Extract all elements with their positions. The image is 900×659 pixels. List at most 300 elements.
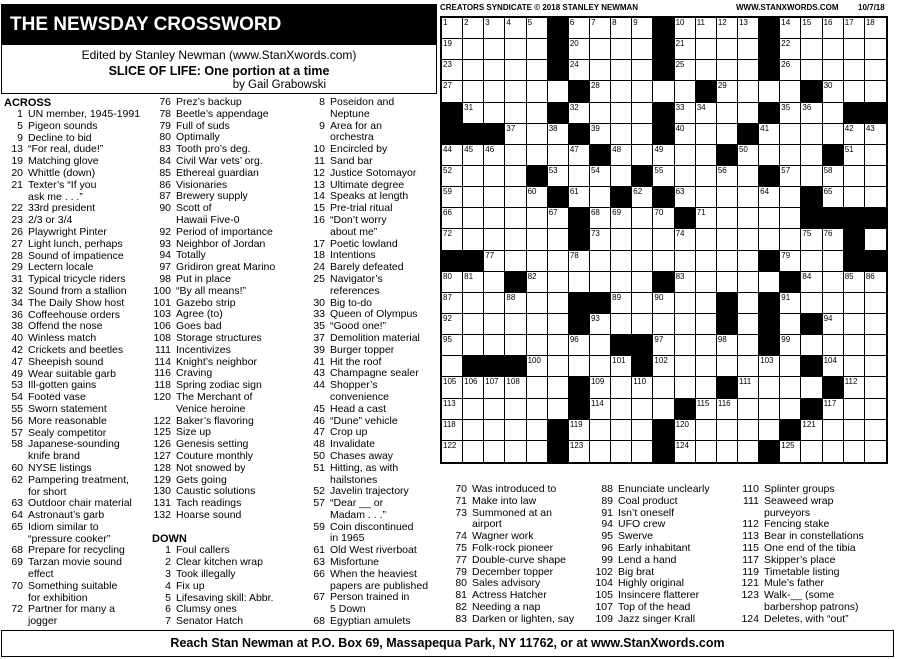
grid-square[interactable]	[463, 335, 484, 356]
grid-square[interactable]	[865, 420, 886, 441]
grid-square[interactable]	[823, 272, 844, 293]
grid-square[interactable]	[484, 251, 505, 272]
grid-square[interactable]	[696, 145, 717, 166]
grid-square[interactable]	[505, 314, 526, 335]
grid-square[interactable]	[569, 420, 590, 441]
grid-square[interactable]	[527, 60, 548, 81]
grid-square[interactable]	[463, 81, 484, 102]
grid-square[interactable]	[865, 441, 886, 462]
grid-square[interactable]	[548, 356, 569, 377]
grid-square[interactable]	[823, 124, 844, 145]
grid-square[interactable]	[738, 356, 759, 377]
grid-square[interactable]	[801, 39, 822, 60]
grid-square[interactable]	[653, 166, 674, 187]
grid-square[interactable]	[527, 39, 548, 60]
grid-square[interactable]	[844, 399, 865, 420]
grid-square[interactable]	[738, 229, 759, 250]
grid-square[interactable]	[442, 293, 463, 314]
grid-square[interactable]	[717, 208, 738, 229]
grid-square[interactable]	[844, 272, 865, 293]
grid-square[interactable]	[632, 399, 653, 420]
grid-square[interactable]	[484, 335, 505, 356]
grid-square[interactable]	[865, 229, 886, 250]
grid-square[interactable]	[675, 335, 696, 356]
grid-square[interactable]	[463, 208, 484, 229]
grid-square[interactable]	[675, 166, 696, 187]
grid-square[interactable]	[527, 399, 548, 420]
grid-square[interactable]	[442, 145, 463, 166]
grid-square[interactable]	[611, 399, 632, 420]
grid-square[interactable]	[865, 356, 886, 377]
grid-square[interactable]	[505, 251, 526, 272]
grid-square[interactable]	[780, 335, 801, 356]
grid-square[interactable]	[844, 60, 865, 81]
grid-square[interactable]	[653, 145, 674, 166]
grid-square[interactable]	[611, 420, 632, 441]
grid-square[interactable]	[738, 399, 759, 420]
grid-square[interactable]	[780, 124, 801, 145]
grid-square[interactable]	[442, 356, 463, 377]
grid-square[interactable]	[759, 145, 780, 166]
grid-square[interactable]	[505, 39, 526, 60]
grid-square[interactable]	[780, 356, 801, 377]
grid-square[interactable]	[484, 229, 505, 250]
grid-square[interactable]	[569, 103, 590, 124]
grid-square[interactable]	[569, 335, 590, 356]
grid-square[interactable]	[653, 81, 674, 102]
grid-square[interactable]	[527, 420, 548, 441]
grid-square[interactable]	[844, 293, 865, 314]
grid-square[interactable]	[696, 356, 717, 377]
grid-square[interactable]	[463, 229, 484, 250]
grid-square[interactable]	[611, 145, 632, 166]
grid-square[interactable]	[759, 124, 780, 145]
grid-square[interactable]	[484, 420, 505, 441]
grid-square[interactable]	[696, 272, 717, 293]
grid-square[interactable]	[738, 251, 759, 272]
grid-square[interactable]	[463, 18, 484, 39]
grid-square[interactable]	[823, 293, 844, 314]
grid-square[interactable]	[844, 166, 865, 187]
grid-square[interactable]	[717, 60, 738, 81]
grid-square[interactable]	[696, 18, 717, 39]
grid-square[interactable]	[527, 356, 548, 377]
grid-square[interactable]	[696, 377, 717, 398]
grid-square[interactable]	[590, 60, 611, 81]
grid-square[interactable]	[653, 335, 674, 356]
grid-square[interactable]	[675, 356, 696, 377]
grid-square[interactable]	[463, 441, 484, 462]
grid-square[interactable]	[505, 145, 526, 166]
grid-square[interactable]	[505, 187, 526, 208]
grid-square[interactable]	[865, 60, 886, 81]
grid-square[interactable]	[527, 377, 548, 398]
grid-square[interactable]	[484, 314, 505, 335]
grid-square[interactable]	[865, 377, 886, 398]
grid-square[interactable]	[590, 124, 611, 145]
grid-square[interactable]	[717, 229, 738, 250]
grid-square[interactable]	[653, 251, 674, 272]
grid-square[interactable]	[675, 377, 696, 398]
grid-square[interactable]	[780, 229, 801, 250]
grid-square[interactable]	[865, 314, 886, 335]
grid-square[interactable]	[675, 124, 696, 145]
grid-square[interactable]	[801, 229, 822, 250]
grid-square[interactable]	[632, 251, 653, 272]
grid-square[interactable]	[442, 314, 463, 335]
grid-square[interactable]	[548, 399, 569, 420]
grid-square[interactable]	[738, 314, 759, 335]
grid-square[interactable]	[696, 251, 717, 272]
grid-square[interactable]	[675, 18, 696, 39]
grid-square[interactable]	[780, 187, 801, 208]
grid-square[interactable]	[463, 39, 484, 60]
grid-square[interactable]	[844, 314, 865, 335]
grid-square[interactable]	[548, 335, 569, 356]
grid-square[interactable]	[801, 377, 822, 398]
grid-square[interactable]	[632, 103, 653, 124]
grid-square[interactable]	[548, 145, 569, 166]
grid-square[interactable]	[675, 145, 696, 166]
grid-square[interactable]	[675, 187, 696, 208]
grid-square[interactable]	[738, 60, 759, 81]
grid-square[interactable]	[801, 124, 822, 145]
grid-square[interactable]	[696, 208, 717, 229]
grid-square[interactable]	[527, 124, 548, 145]
grid-square[interactable]	[717, 399, 738, 420]
grid-square[interactable]	[801, 60, 822, 81]
grid-square[interactable]	[696, 420, 717, 441]
grid-square[interactable]	[780, 145, 801, 166]
grid-square[interactable]	[632, 314, 653, 335]
grid-square[interactable]	[611, 60, 632, 81]
grid-square[interactable]	[442, 335, 463, 356]
grid-square[interactable]	[569, 60, 590, 81]
grid-square[interactable]	[611, 229, 632, 250]
grid-square[interactable]	[717, 124, 738, 145]
grid-square[interactable]	[611, 18, 632, 39]
grid-square[interactable]	[738, 39, 759, 60]
grid-square[interactable]	[780, 208, 801, 229]
grid-square[interactable]	[844, 124, 865, 145]
grid-square[interactable]	[484, 208, 505, 229]
grid-square[interactable]	[801, 335, 822, 356]
grid-square[interactable]	[442, 377, 463, 398]
grid-square[interactable]	[611, 166, 632, 187]
grid-square[interactable]	[442, 18, 463, 39]
grid-square[interactable]	[823, 356, 844, 377]
grid-square[interactable]	[738, 441, 759, 462]
grid-square[interactable]	[632, 124, 653, 145]
grid-square[interactable]	[548, 208, 569, 229]
grid-square[interactable]	[632, 18, 653, 39]
grid-square[interactable]	[505, 335, 526, 356]
grid-square[interactable]	[653, 229, 674, 250]
grid-square[interactable]	[569, 356, 590, 377]
grid-square[interactable]	[463, 293, 484, 314]
grid-square[interactable]	[823, 39, 844, 60]
grid-square[interactable]	[759, 229, 780, 250]
grid-square[interactable]	[865, 335, 886, 356]
grid-square[interactable]	[738, 166, 759, 187]
grid-square[interactable]	[759, 377, 780, 398]
grid-square[interactable]	[548, 377, 569, 398]
crossword-grid[interactable]	[440, 16, 888, 464]
grid-square[interactable]	[590, 81, 611, 102]
grid-square[interactable]	[527, 314, 548, 335]
grid-square[interactable]	[505, 81, 526, 102]
grid-square[interactable]	[801, 145, 822, 166]
grid-square[interactable]	[823, 229, 844, 250]
grid-square[interactable]	[801, 293, 822, 314]
grid-square[interactable]	[780, 314, 801, 335]
grid-square[interactable]	[442, 441, 463, 462]
grid-square[interactable]	[632, 187, 653, 208]
grid-square[interactable]	[865, 81, 886, 102]
grid-square[interactable]	[590, 251, 611, 272]
grid-square[interactable]	[632, 420, 653, 441]
grid-square[interactable]	[484, 377, 505, 398]
grid-square[interactable]	[611, 208, 632, 229]
grid-square[interactable]	[548, 166, 569, 187]
grid-square[interactable]	[759, 208, 780, 229]
grid-square[interactable]	[717, 39, 738, 60]
grid-square[interactable]	[738, 18, 759, 39]
grid-square[interactable]	[801, 166, 822, 187]
grid-square[interactable]	[717, 81, 738, 102]
grid-square[interactable]	[505, 166, 526, 187]
grid-square[interactable]	[527, 18, 548, 39]
grid-square[interactable]	[717, 441, 738, 462]
grid-square[interactable]	[463, 103, 484, 124]
grid-square[interactable]	[675, 229, 696, 250]
grid-square[interactable]	[717, 335, 738, 356]
grid-square[interactable]	[632, 60, 653, 81]
grid-square[interactable]	[780, 399, 801, 420]
grid-square[interactable]	[442, 81, 463, 102]
grid-square[interactable]	[632, 208, 653, 229]
grid-square[interactable]	[484, 103, 505, 124]
grid-square[interactable]	[484, 60, 505, 81]
grid-square[interactable]	[527, 335, 548, 356]
grid-square[interactable]	[738, 208, 759, 229]
grid-square[interactable]	[611, 356, 632, 377]
grid-square[interactable]	[738, 272, 759, 293]
grid-square[interactable]	[569, 441, 590, 462]
grid-square[interactable]	[611, 441, 632, 462]
grid-square[interactable]	[548, 229, 569, 250]
grid-square[interactable]	[823, 335, 844, 356]
grid-square[interactable]	[548, 81, 569, 102]
grid-square[interactable]	[865, 166, 886, 187]
grid-square[interactable]	[823, 314, 844, 335]
grid-square[interactable]	[527, 81, 548, 102]
grid-square[interactable]	[801, 272, 822, 293]
grid-square[interactable]	[484, 293, 505, 314]
grid-square[interactable]	[844, 39, 865, 60]
grid-square[interactable]	[696, 293, 717, 314]
grid-square[interactable]	[844, 187, 865, 208]
grid-square[interactable]	[590, 441, 611, 462]
grid-square[interactable]	[675, 441, 696, 462]
grid-square[interactable]	[590, 39, 611, 60]
grid-square[interactable]	[675, 39, 696, 60]
grid-square[interactable]	[442, 399, 463, 420]
grid-square[interactable]	[696, 39, 717, 60]
grid-square[interactable]	[611, 251, 632, 272]
grid-square[interactable]	[590, 18, 611, 39]
grid-square[interactable]	[759, 356, 780, 377]
grid-square[interactable]	[717, 187, 738, 208]
grid-square[interactable]	[590, 208, 611, 229]
grid-square[interactable]	[569, 166, 590, 187]
grid-square[interactable]	[505, 399, 526, 420]
grid-square[interactable]	[611, 81, 632, 102]
grid-square[interactable]	[569, 251, 590, 272]
grid-square[interactable]	[611, 272, 632, 293]
grid-square[interactable]	[696, 399, 717, 420]
grid-square[interactable]	[696, 103, 717, 124]
grid-square[interactable]	[569, 272, 590, 293]
grid-square[interactable]	[696, 335, 717, 356]
grid-square[interactable]	[844, 420, 865, 441]
grid-square[interactable]	[505, 18, 526, 39]
grid-square[interactable]	[569, 18, 590, 39]
grid-square[interactable]	[484, 145, 505, 166]
grid-square[interactable]	[759, 187, 780, 208]
grid-square[interactable]	[484, 272, 505, 293]
grid-square[interactable]	[653, 356, 674, 377]
grid-square[interactable]	[801, 251, 822, 272]
grid-square[interactable]	[696, 124, 717, 145]
grid-square[interactable]	[590, 356, 611, 377]
grid-square[interactable]	[548, 314, 569, 335]
grid-square[interactable]	[653, 314, 674, 335]
grid-square[interactable]	[463, 166, 484, 187]
grid-square[interactable]	[527, 103, 548, 124]
grid-square[interactable]	[611, 39, 632, 60]
grid-square[interactable]	[780, 103, 801, 124]
grid-square[interactable]	[738, 187, 759, 208]
grid-square[interactable]	[759, 420, 780, 441]
grid-square[interactable]	[632, 441, 653, 462]
grid-square[interactable]	[844, 81, 865, 102]
grid-square[interactable]	[801, 103, 822, 124]
grid-square[interactable]	[865, 39, 886, 60]
grid-square[interactable]	[653, 399, 674, 420]
grid-square[interactable]	[505, 420, 526, 441]
grid-square[interactable]	[505, 103, 526, 124]
grid-square[interactable]	[780, 60, 801, 81]
grid-square[interactable]	[569, 39, 590, 60]
grid-square[interactable]	[527, 229, 548, 250]
grid-square[interactable]	[865, 145, 886, 166]
grid-square[interactable]	[590, 420, 611, 441]
grid-square[interactable]	[823, 166, 844, 187]
grid-square[interactable]	[738, 103, 759, 124]
grid-square[interactable]	[463, 60, 484, 81]
grid-square[interactable]	[675, 314, 696, 335]
grid-square[interactable]	[548, 293, 569, 314]
grid-square[interactable]	[590, 229, 611, 250]
grid-square[interactable]	[780, 377, 801, 398]
grid-square[interactable]	[484, 166, 505, 187]
grid-square[interactable]	[527, 272, 548, 293]
grid-square[interactable]	[505, 293, 526, 314]
grid-square[interactable]	[611, 377, 632, 398]
grid-square[interactable]	[780, 166, 801, 187]
grid-square[interactable]	[823, 251, 844, 272]
grid-square[interactable]	[844, 441, 865, 462]
grid-square[interactable]	[442, 272, 463, 293]
grid-square[interactable]	[527, 208, 548, 229]
grid-square[interactable]	[675, 420, 696, 441]
grid-square[interactable]	[632, 377, 653, 398]
grid-square[interactable]	[759, 399, 780, 420]
grid-square[interactable]	[442, 208, 463, 229]
grid-square[interactable]	[823, 60, 844, 81]
grid-square[interactable]	[505, 208, 526, 229]
grid-square[interactable]	[823, 399, 844, 420]
grid-square[interactable]	[505, 60, 526, 81]
grid-square[interactable]	[590, 335, 611, 356]
grid-square[interactable]	[590, 103, 611, 124]
grid-square[interactable]	[844, 145, 865, 166]
grid-square[interactable]	[738, 377, 759, 398]
grid-square[interactable]	[865, 272, 886, 293]
grid-square[interactable]	[717, 103, 738, 124]
grid-square[interactable]	[823, 187, 844, 208]
grid-square[interactable]	[484, 81, 505, 102]
grid-square[interactable]	[590, 399, 611, 420]
grid-square[interactable]	[717, 420, 738, 441]
grid-square[interactable]	[442, 229, 463, 250]
grid-square[interactable]	[717, 272, 738, 293]
grid-square[interactable]	[527, 145, 548, 166]
grid-square[interactable]	[527, 251, 548, 272]
grid-square[interactable]	[611, 124, 632, 145]
grid-square[interactable]	[738, 293, 759, 314]
grid-square[interactable]	[780, 251, 801, 272]
grid-square[interactable]	[505, 441, 526, 462]
grid-square[interactable]	[569, 145, 590, 166]
grid-square[interactable]	[632, 81, 653, 102]
grid-square[interactable]	[442, 166, 463, 187]
grid-square[interactable]	[759, 272, 780, 293]
grid-square[interactable]	[442, 39, 463, 60]
grid-square[interactable]	[696, 60, 717, 81]
grid-square[interactable]	[611, 314, 632, 335]
grid-square[interactable]	[865, 124, 886, 145]
grid-square[interactable]	[505, 377, 526, 398]
grid-square[interactable]	[759, 81, 780, 102]
grid-square[interactable]	[590, 187, 611, 208]
grid-square[interactable]	[484, 187, 505, 208]
grid-square[interactable]	[463, 377, 484, 398]
grid-square[interactable]	[696, 229, 717, 250]
grid-square[interactable]	[865, 18, 886, 39]
grid-square[interactable]	[527, 187, 548, 208]
grid-square[interactable]	[548, 272, 569, 293]
grid-square[interactable]	[505, 229, 526, 250]
grid-square[interactable]	[548, 124, 569, 145]
grid-square[interactable]	[590, 377, 611, 398]
grid-square[interactable]	[717, 251, 738, 272]
grid-square[interactable]	[632, 39, 653, 60]
grid-square[interactable]	[484, 39, 505, 60]
grid-square[interactable]	[653, 377, 674, 398]
grid-square[interactable]	[632, 293, 653, 314]
